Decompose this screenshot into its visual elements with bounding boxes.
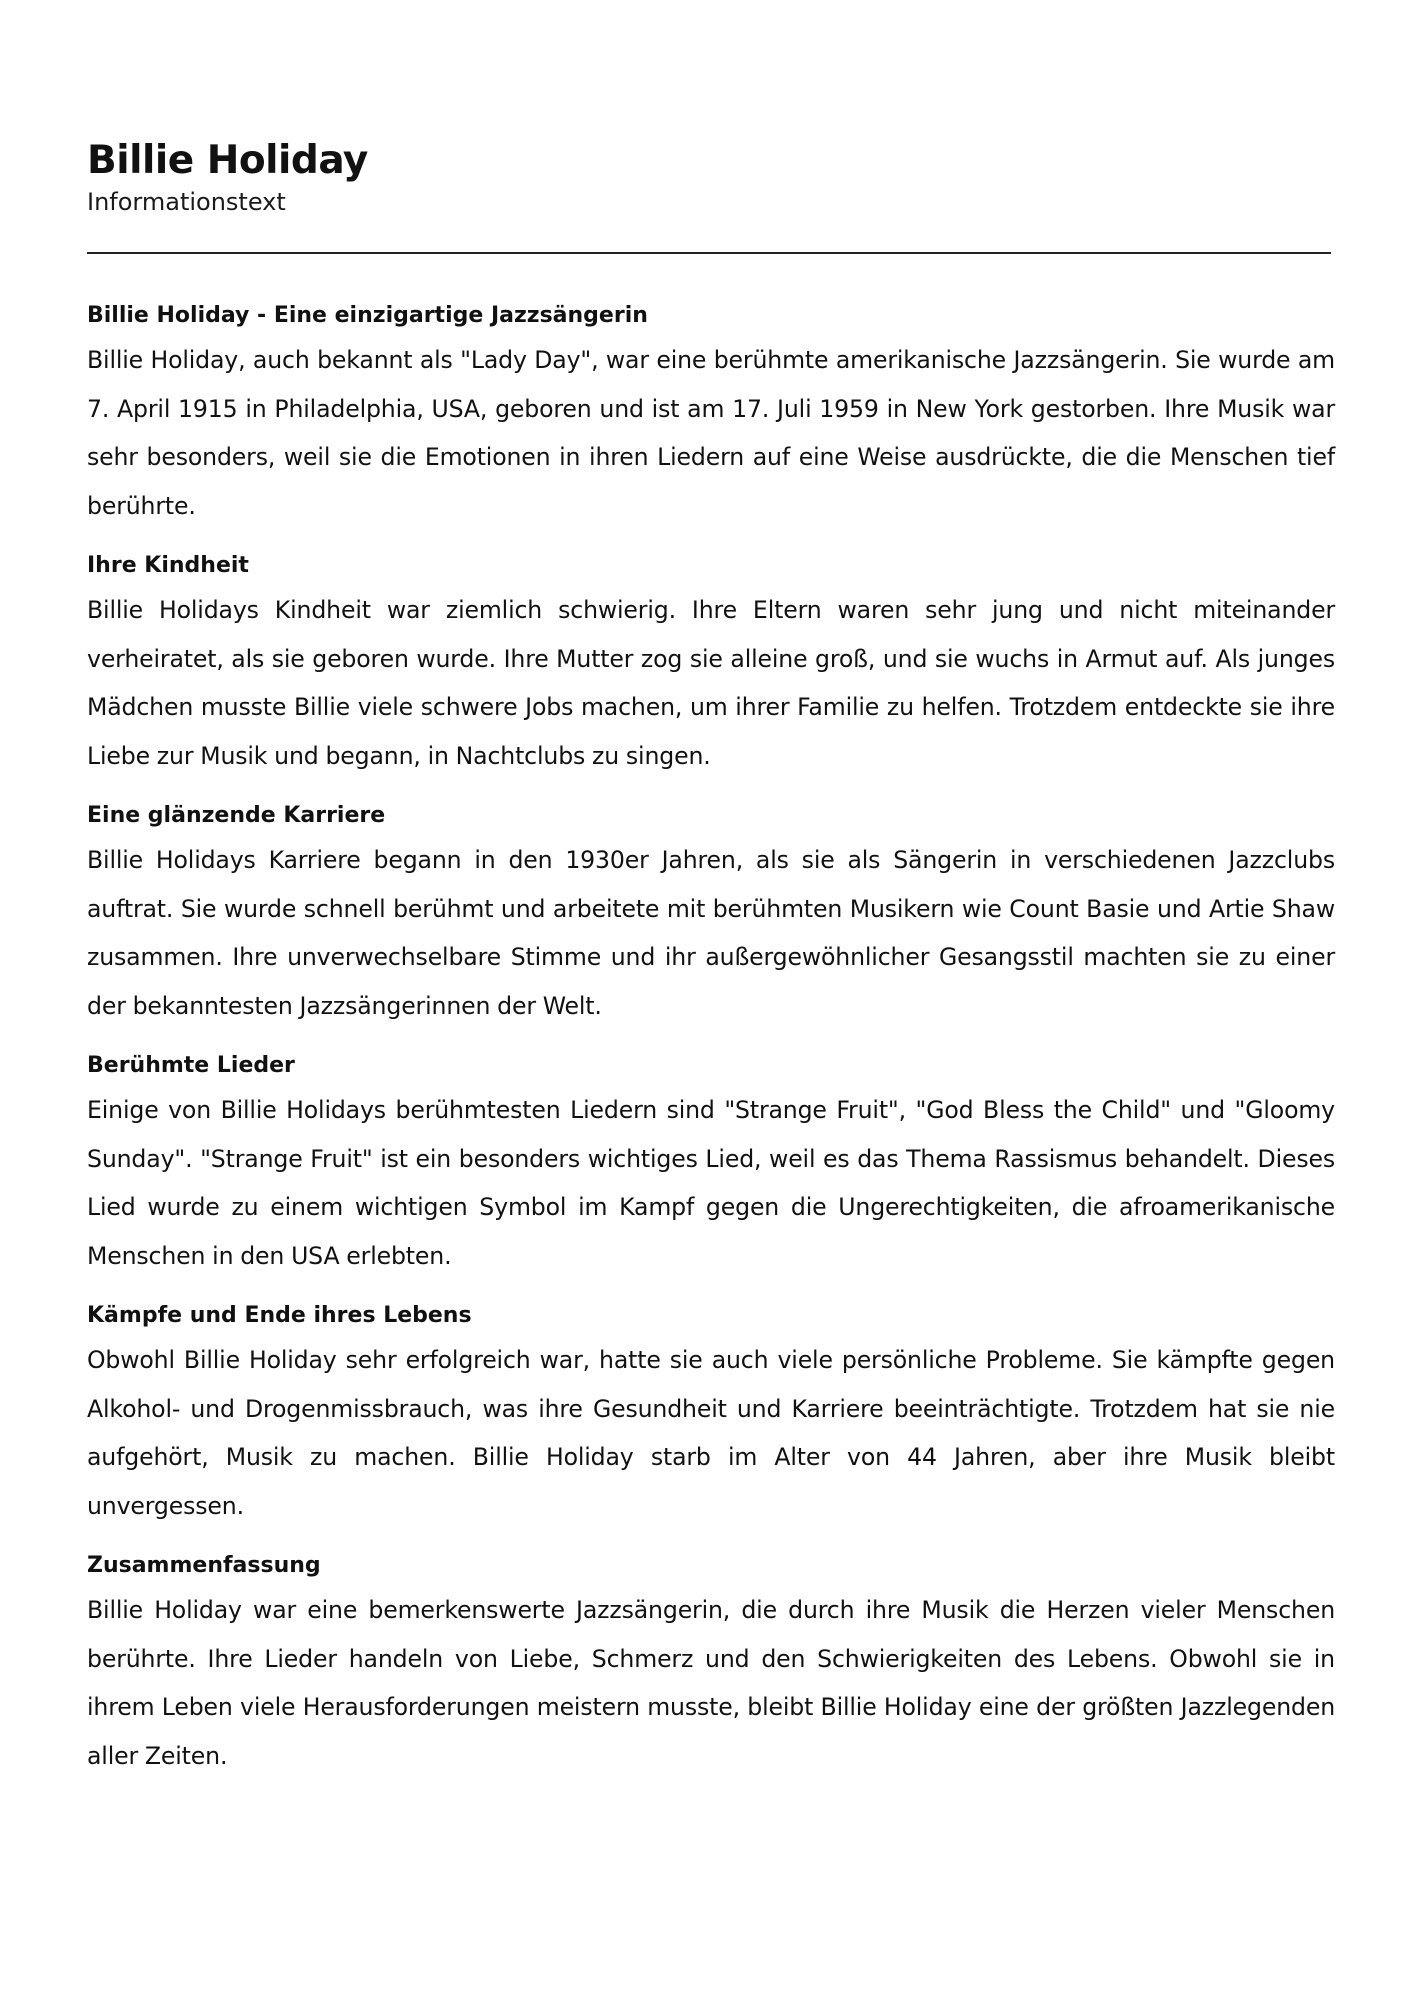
section-career [87,796,1335,1030]
sections-container [87,296,1335,1780]
section-body: Obwohl Billie Holiday sehr erfolgreich war, hatte sie auch viele persönliche Probleme. Sie kämpfte gegen Alkohol- und Drogenmissbrauch, was ihre Gesundheit und Karriere beeinträchtigte. Trotzdem hat sie nie aufgehört, Musik zu machen. Billie Holiday starb im Alter von 44 Jahren, aber ihre Musik bleibt unvergessen. [87,1346,1335,1520]
section-body: Billie Holidays Karriere begann in den 1930er Jahren, als sie als Sängerin in verschiedenen Jazzclubs auftrat. Sie wurde schnell berühmt und arbeitete mit berühmten Musikern wie Count Basie und Artie Shaw zusammen. Ihre unverwechselbare Stimme und ihr außergewöhnlicher Gesangsstil machten sie zu einer der bekanntesten Jazzsängerinnen der Welt. [87,846,1335,1020]
section-childhood [87,546,1335,780]
document-page [87,136,1335,1796]
section-body: Billie Holidays Kindheit war ziemlich schwierig. Ihre Eltern waren sehr jung und nicht miteinander verheiratet, als sie geboren wurde. Ihre Mutter zog sie alleine groß, und sie wuchs in Armut auf. Als junges Mädchen musste Billie viele schwere Jobs machen, um ihrer Familie zu helfen. Trotzdem entdeckte sie ihre Liebe zur Musik und begann, in Nachtclubs zu singen. [87,596,1335,770]
page-title: Billie Holiday [87,138,368,183]
section-heading: Ihre Kindheit [87,553,249,578]
section-body: Einige von Billie Holidays berühmtesten Liedern sind "Strange Fruit", "God Bless the Child" und "Gloomy Sunday". "Strange Fruit" ist ein besonders wichtiges Lied, weil es das Thema Rassismus behandelt. Dieses Lied wurde zu einem wichtigen Symbol im Kampf gegen die Ungerechtigkeiten, die afroamerikanische Menschen in den USA erlebten. [87,1096,1335,1270]
section-heading: Berühmte Lieder [87,1053,295,1078]
section-heading: Kämpfe und Ende ihres Lebens [87,1303,472,1328]
section-famous-songs [87,1046,1335,1280]
section-struggles [87,1296,1335,1530]
section-heading: Zusammenfassung [87,1553,321,1578]
page-subtitle: Informationstext [87,188,286,216]
section-summary [87,1546,1335,1780]
section-intro [87,296,1335,530]
section-body: Billie Holiday war eine bemerkenswerte Jazzsängerin, die durch ihre Musik die Herzen vieler Menschen berührte. Ihre Lieder handeln von Liebe, Schmerz und den Schwierigkeiten des Lebens. Obwohl sie in ihrem Leben viele Herausforderungen meistern musste, bleibt Billie Holiday eine der größten Jazzlegenden aller Zeiten. [87,1596,1335,1770]
section-body: Billie Holiday, auch bekannt als "Lady Day", war eine berühmte amerikanische Jazzsängerin. Sie wurde am 7. April 1915 in Philadelphia, USA, geboren und ist am 17. Juli 1959 in New York gestorben. Ihre Musik war sehr besonders, weil sie die Emotionen in ihren Liedern auf eine Weise ausdrückte, die die Menschen tief berührte. [87,346,1335,520]
section-heading: Billie Holiday - Eine einzigartige Jazzsängerin [87,303,648,328]
title-divider [87,252,1331,254]
section-heading: Eine glänzende Karriere [87,803,386,828]
